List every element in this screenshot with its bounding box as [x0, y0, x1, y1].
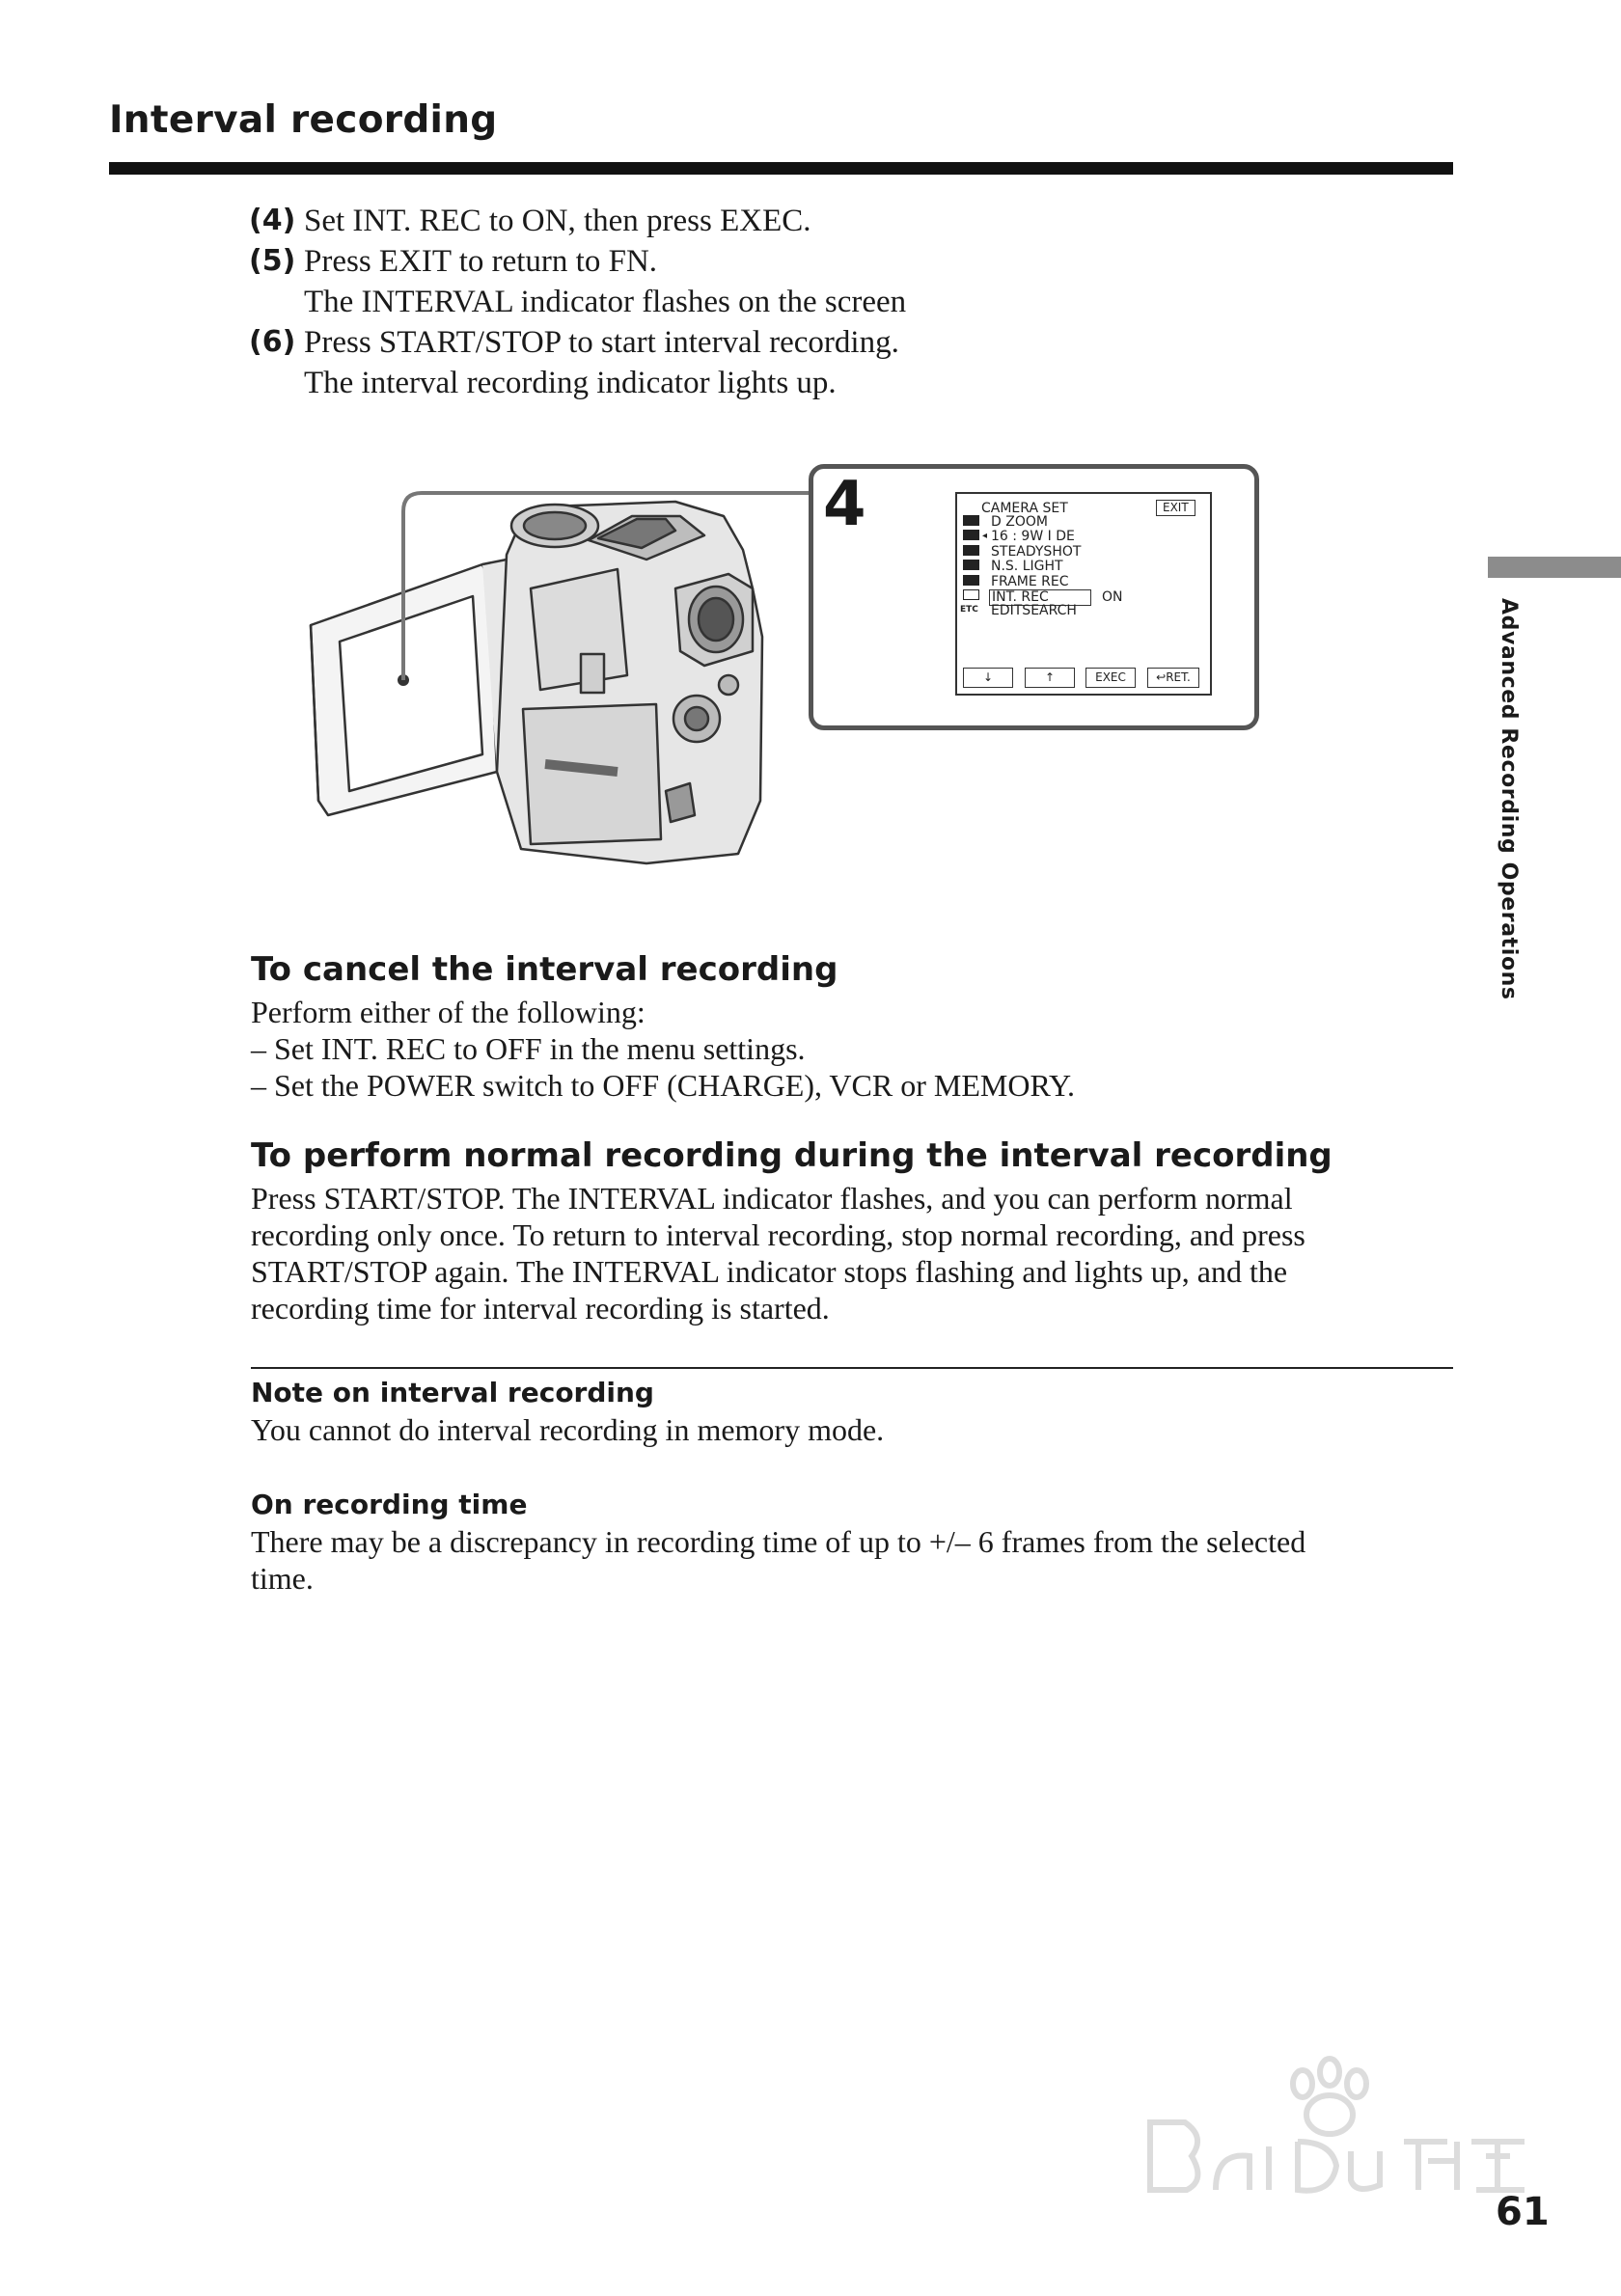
step-item — [249, 241, 906, 282]
menu-selected-value: ON — [1102, 589, 1123, 605]
cancel-line: Perform either of the following: — [251, 995, 646, 1029]
step-number: (5) — [249, 244, 296, 278]
side-tab-bar — [1488, 557, 1621, 578]
note-divider — [251, 1367, 1453, 1369]
cancel-heading: To cancel the interval recording — [251, 950, 838, 989]
cancel-line: – Set INT. REC to OFF in the menu settings. — [251, 1031, 806, 1066]
step-item — [249, 201, 906, 241]
recording-time-line: time. — [251, 1561, 314, 1596]
note-heading: Note on interval recording — [251, 1377, 654, 1408]
baidu-watermark-logo — [1139, 2045, 1544, 2238]
menu-item[interactable]: D ZOOM — [991, 514, 1048, 530]
menu-icon-cm — [963, 560, 979, 570]
normal-line: START/STOP again. The INTERVAL indicator stops flashing and lights up, and the — [251, 1254, 1288, 1289]
menu-up-button[interactable]: ↑ — [1025, 668, 1075, 688]
normal-line: recording time for interval recording is started. — [251, 1291, 830, 1326]
normal-recording-body — [251, 1180, 1452, 1326]
step-number: (4) — [249, 204, 296, 237]
step4-number: 4 — [823, 469, 866, 540]
recording-time-body — [251, 1523, 1447, 1597]
normal-line: Press START/STOP. The INTERVAL indicator flashes, and you can perform normal — [251, 1181, 1293, 1216]
menu-icon-camera — [963, 530, 979, 540]
step-text: Press EXIT to return to FN. — [304, 244, 658, 279]
menu-item[interactable]: EDITSEARCH — [991, 603, 1077, 618]
menu-exit-button[interactable]: EXIT — [1156, 500, 1195, 516]
menu-title: CAMERA SET — [981, 501, 1068, 516]
menu-item[interactable]: 16 : 9W I DE — [991, 529, 1075, 544]
menu-pointer-icon: ◂ — [982, 531, 988, 541]
menu-icon-setup — [963, 589, 979, 600]
menu-icon-vcr — [963, 575, 979, 586]
step-subtext: The interval recording indicator lights up. — [304, 366, 837, 400]
menu-return-button[interactable]: ↩RET. — [1147, 668, 1199, 688]
menu-icon-tape — [963, 545, 979, 556]
page-number: 61 — [1496, 2190, 1550, 2234]
camera-set-menu — [955, 492, 1212, 696]
menu-item[interactable]: STEADYSHOT — [991, 544, 1082, 560]
note-body: You cannot do interval recording in memory mode. — [251, 1412, 885, 1447]
page-title: Interval recording — [109, 98, 498, 142]
normal-line: recording only once. To return to interval recording, stop normal recording, and press — [251, 1217, 1305, 1252]
menu-exec-button[interactable]: EXEC — [1085, 668, 1136, 688]
title-rule — [109, 162, 1453, 175]
step-text: Press START/STOP to start interval recording. — [304, 325, 899, 360]
menu-icon-manual — [963, 515, 979, 526]
cancel-body — [251, 994, 1447, 1104]
side-tab-label: Advanced Recording Operations — [1497, 598, 1521, 1000]
menu-item[interactable]: FRAME REC — [991, 574, 1069, 589]
step-item — [249, 322, 906, 363]
menu-item[interactable]: N.S. LIGHT — [991, 559, 1063, 574]
recording-time-heading: On recording time — [251, 1489, 528, 1520]
steps-list — [249, 201, 906, 403]
menu-item-selected[interactable]: INT. REC — [989, 589, 1091, 606]
callout-line — [386, 487, 815, 685]
cancel-line: – Set the POWER switch to OFF (CHARGE), VCR or MEMORY. — [251, 1068, 1075, 1103]
recording-time-line: There may be a discrepancy in recording time of up to +/– 6 frames from the selected — [251, 1524, 1306, 1559]
step-text: Set INT. REC to ON, then press EXEC. — [304, 204, 811, 238]
step-subtext: The INTERVAL indicator flashes on the screen — [304, 285, 907, 319]
menu-icon-etc: ETC — [960, 605, 978, 615]
step-number: (6) — [249, 325, 296, 359]
normal-recording-heading: To perform normal recording during the interval recording — [251, 1136, 1333, 1175]
menu-down-button[interactable]: ↓ — [963, 668, 1013, 688]
